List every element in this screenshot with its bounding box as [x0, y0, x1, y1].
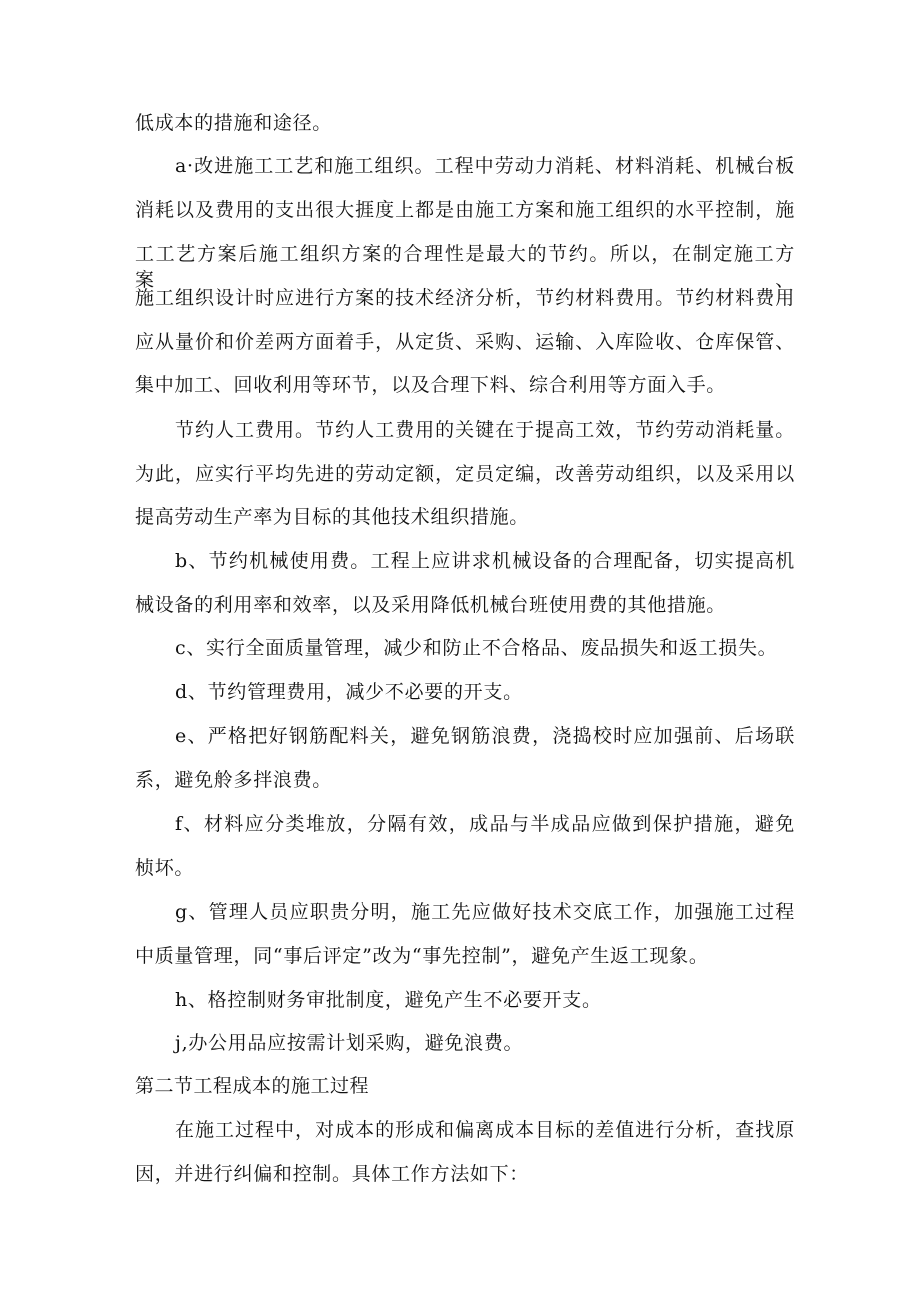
paragraph-line: g、管理人员应职贵分明，施工先应做好技术交底工作，加强施工过程	[175, 901, 795, 923]
paragraph-line: 低成本的措施和途径。	[135, 112, 333, 134]
paragraph-line: 消耗以及费用的支出很大捱度上都是由施工方案和施工组织的水平控制，施	[135, 199, 795, 221]
paragraph-line: d、节约管理费用，减少不必要的开支。	[175, 681, 523, 703]
paragraph-line: h、格控制财务审批制度，避免产生不必要开支。	[175, 989, 602, 1011]
paragraph-line: 集中加工、回收利用等环节，以及合理下料、综合利用等方面入手。	[135, 374, 727, 396]
paragraph-line: 系，避免舲多拌浪费。	[135, 769, 333, 791]
paragraph-line: 在施工过程中，对成本的形成和偏离成本目标的差值进行分析，查找原	[175, 1119, 795, 1141]
paragraph-line: 桢坏。	[135, 857, 195, 879]
paragraph-line: 为此，应实行平均先进的劳动定额，定员定编，改善劳动组织，以及采用以	[135, 463, 795, 485]
paragraph-line: 械设备的利用率和效率，以及采用降低机械台班使用费的其他措施。	[135, 594, 727, 616]
paragraph-line: b、节约机械使用费。工程上应讲求机械设备的合理配备，切实提高机	[175, 550, 795, 572]
paragraph-line: 中质量管理，同“事后评定”改为“事先控制”，避免产生返工现象。	[135, 945, 709, 967]
paragraph-line: a·改进施工工艺和施工组织。工程中劳动力消耗、材料消耗、机械台板	[175, 155, 795, 177]
paragraph-line: f、材料应分类堆放，分隔有效，成品与半成品应做到保护措施，避免	[175, 813, 795, 835]
paragraph-line: e、严格把好钢筋配料关，避免钢筋浪费，浇捣校时应加强前、后场联	[175, 725, 795, 747]
paragraph-line: 工工艺方案后施工组织方案的合理性是最大的节约。所以，在制定施工方案、	[135, 243, 795, 291]
paragraph-line: 应从量价和价差两方面着手，从定货、采购、运输、入库险收、仓库保管、	[135, 331, 795, 353]
paragraph-line: j,办公用品应按需计划采购，避免浪费。	[175, 1032, 524, 1054]
section-heading: 第二节工程成本的施工过程	[135, 1075, 370, 1097]
paragraph-line: 因，并进行纠偏和控制。具体工作方法如下：	[135, 1163, 530, 1185]
paragraph-line: c、实行全面质量管理，减少和防止不合格品、废品损失和返工损失。	[175, 637, 778, 659]
paragraph-line: 节约人工费用。节约人工费用的关键在于提高工效，节约劳动消耗量。	[175, 419, 795, 441]
paragraph-line: 施工组织设计时应进行方案的技术经济分析，节约材料费用。节约材料费用	[135, 287, 795, 309]
paragraph-line: 提高劳动生产率为目标的其他技术组织措施。	[135, 506, 530, 528]
